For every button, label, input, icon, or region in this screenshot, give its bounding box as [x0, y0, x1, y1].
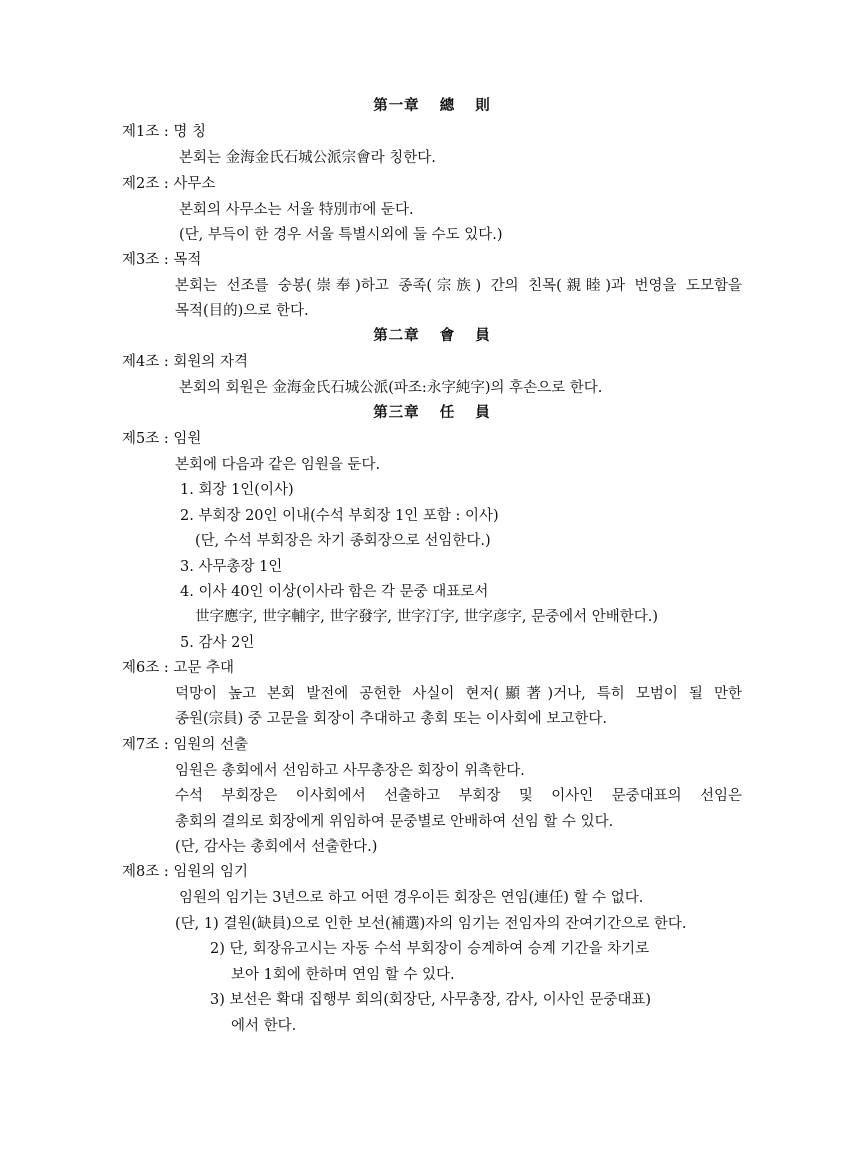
article-text: 본회에 다음과 같은 임원을 둔다. — [175, 457, 381, 473]
article-text: 목적(目的)으로 한다. — [175, 303, 309, 319]
article-subitem: 보아 1회에 한하며 연임 할 수 있다. — [231, 967, 455, 983]
list-item: 5. 감사 2인 — [180, 635, 255, 651]
list-item: 1. 회장 1인(이사) — [180, 482, 294, 498]
article-text: (단, 1) 결원(缺員)으로 인한 보선(補選)자의 임기는 전임자의 잔여기간으로 한다. — [175, 916, 687, 932]
article-heading: 제5조 : 임원 — [122, 431, 202, 447]
article-text: 임원은 총회에서 선임하고 사무총장은 회장이 위촉한다. — [175, 763, 525, 779]
list-item: 4. 이사 40인 이상(이사라 함은 각 문중 대표로서 — [180, 584, 489, 600]
article-heading: 제2조 : 사무소 — [122, 176, 216, 192]
article-subitem: 2) 단, 회장유고시는 자동 수석 부회장이 승계하여 승계 기간을 차기로 — [210, 941, 650, 957]
article-text: 종원(宗員) 중 고문을 회장이 추대하고 총회 또는 이사회에 보고한다. — [175, 711, 607, 727]
article-text: (단, 감사는 총회에서 선출한다.) — [175, 839, 378, 855]
chapter-title: 第三章 任 員 — [373, 404, 491, 421]
article-text: 덕망이 높고 본회 발전에 공헌한 사실이 현저(顯著)거나, 특히 모범이 될 만한 — [175, 686, 742, 702]
list-item: 2. 부회장 20인 이내(수석 부회장 1인 포함 : 이사) — [180, 508, 499, 524]
article-heading: 제6조 : 고문 추대 — [122, 660, 234, 676]
list-item-note: 世字應字, 世字輔字, 世字發字, 世字汀字, 世字彦字, 문중에서 안배한다.) — [195, 609, 659, 625]
article-text: (단, 부득이 한 경우 서울 특별시외에 둘 수도 있다.) — [179, 227, 503, 243]
article-text: 본회의 회원은 金海金氏石城公派(파조:永字純字)의 후손으로 한다. — [179, 380, 603, 396]
article-heading: 제1조 : 명 칭 — [122, 124, 206, 140]
article-heading: 제4조 : 회원의 자격 — [122, 354, 248, 370]
article-text: 수석 부회장은 이사회에서 선출하고 부회장 및 이사인 문중대표의 선임은 — [175, 788, 742, 804]
article-heading: 제7조 : 임원의 선출 — [122, 737, 248, 753]
article-text: 임원의 임기는 3년으로 하고 어떤 경우이든 회장은 연임(連任) 할 수 없다. — [179, 890, 644, 906]
article-text: 본회는 선조를 숭봉(崇奉)하고 종족(宗族) 간의 친목(親睦)과 번영을 도모함을 — [175, 278, 742, 294]
article-text: 본회는 金海金氏石城公派宗會라 칭한다. — [179, 150, 436, 166]
article-text: 총회의 결의로 회장에게 위임하여 문중별로 안배하여 선임 할 수 있다. — [175, 814, 614, 830]
list-item: 3. 사무총장 1인 — [180, 559, 283, 575]
list-item-note: (단, 수석 부회장은 차기 종회장으로 선임한다.) — [195, 533, 491, 549]
article-subitem: 3) 보선은 확대 집행부 회의(회장단, 사무총장, 감사, 이사인 문중대표) — [210, 992, 652, 1008]
article-heading: 제8조 : 임원의 임기 — [122, 864, 248, 880]
article-heading: 제3조 : 목적 — [122, 252, 202, 268]
article-subitem: 에서 한다. — [231, 1018, 297, 1034]
chapter-title: 第一章 總 則 — [373, 97, 491, 114]
article-text: 본회의 사무소는 서울 特別市에 둔다. — [179, 202, 414, 218]
chapter-title: 第二章 會 員 — [373, 327, 491, 344]
